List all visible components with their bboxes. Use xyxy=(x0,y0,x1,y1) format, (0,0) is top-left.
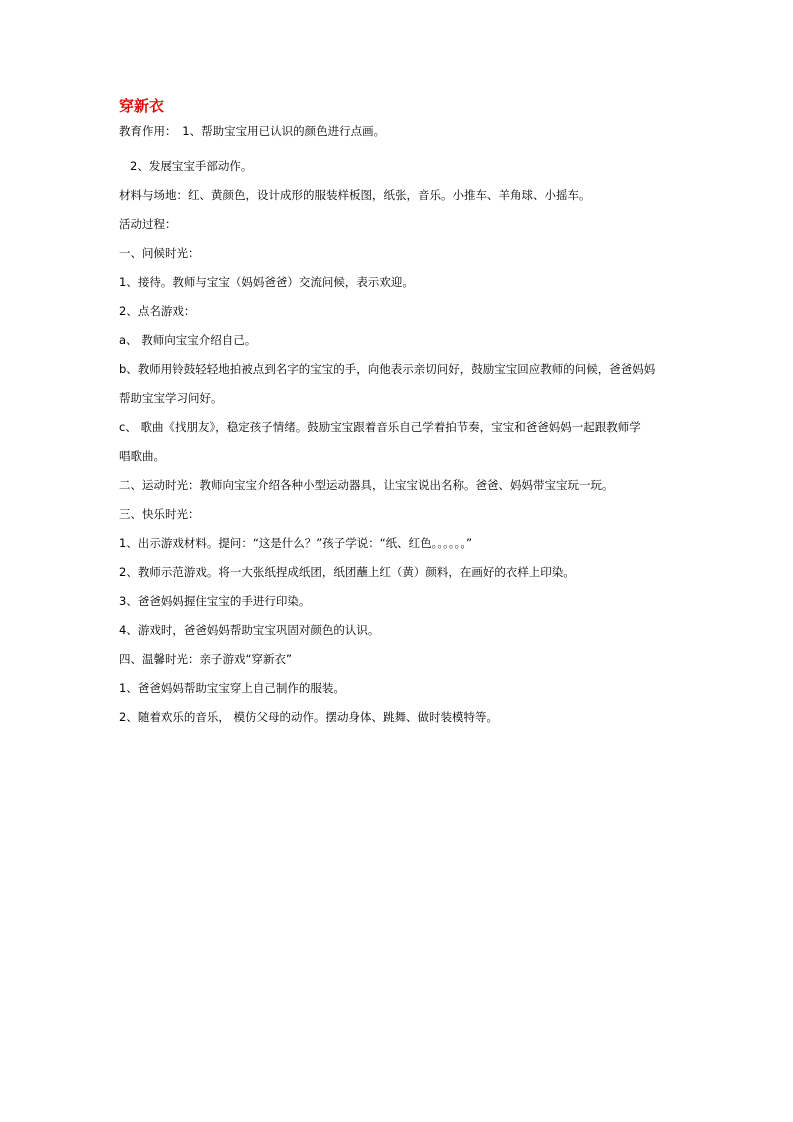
paragraph-happy-1: 1、出示游戏材料。提问：“这是什么？”孩子学说：“纸、红色。。。。。。” xyxy=(119,536,473,550)
paragraph-roll-call-c-cont: 唱歌曲。 xyxy=(119,449,165,463)
paragraph-roll-call-b: b、教师用铃鼓轻轻地拍被点到名字的宝宝的手，向他表示亲切问好，鼓励宝宝回应教师的问候，爸爸妈妈 xyxy=(119,362,656,376)
section-heading-warm: 四、温馨时光：亲子游戏“穿新衣” xyxy=(119,652,292,666)
document-body xyxy=(119,96,679,732)
paragraph-materials: 材料与场地：红、黄颜色，设计成形的服装样板图，纸张，音乐。小推车、羊角球、小摇车。 xyxy=(119,188,591,202)
paragraph-happy-4: 4、游戏时，爸爸妈妈帮助宝宝巩固对颜色的认识。 xyxy=(119,623,380,637)
paragraph-roll-call: 2、点名游戏： xyxy=(119,304,196,318)
section-heading-greeting: 一、问候时光： xyxy=(119,246,200,260)
paragraph-roll-call-a: a、 教师向宝宝介绍自己。 xyxy=(119,333,257,347)
paragraph-happy-2: 2、教师示范游戏。将一大张纸捏成纸团，纸团蘸上红（黄）颜料，在画好的衣样上印染。 xyxy=(119,565,575,579)
paragraph-roll-call-c: c、 歌曲《找朋友》，稳定孩子情绪。鼓励宝宝跟着音乐自己学着拍节奏，宝宝和爸爸妈妈一起跟教师学 xyxy=(119,420,641,434)
paragraph-reception: 1、接待。教师与宝宝（妈妈爸爸）交流问候，表示欢迎。 xyxy=(119,275,414,289)
paragraph-education-goal: 教育作用： 1、帮助宝宝用已认识的颜色进行点画。 xyxy=(119,124,386,138)
paragraph-happy-3: 3、爸爸妈妈握住宝宝的手进行印染。 xyxy=(119,594,311,608)
section-heading-happy: 三、快乐时光： xyxy=(119,507,200,521)
paragraph-warm-2: 2、随着欢乐的音乐， 模仿父母的动作。摆动身体、跳舞、做时装模特等。 xyxy=(119,710,498,724)
document-title: 穿新衣 xyxy=(119,97,165,115)
section-heading-exercise: 二、运动时光：教师向宝宝介绍各种小型运动器具，让宝宝说出名称。爸爸、妈妈带宝宝玩一玩。 xyxy=(119,478,614,492)
paragraph-process-heading: 活动过程： xyxy=(119,217,177,231)
paragraph-warm-1: 1、爸爸妈妈帮助宝宝穿上自己制作的服装。 xyxy=(119,681,345,695)
paragraph-roll-call-b-cont: 帮助宝宝学习问好。 xyxy=(119,391,223,405)
paragraph-education-goal-2: 2、发展宝宝手部动作。 xyxy=(130,159,253,173)
